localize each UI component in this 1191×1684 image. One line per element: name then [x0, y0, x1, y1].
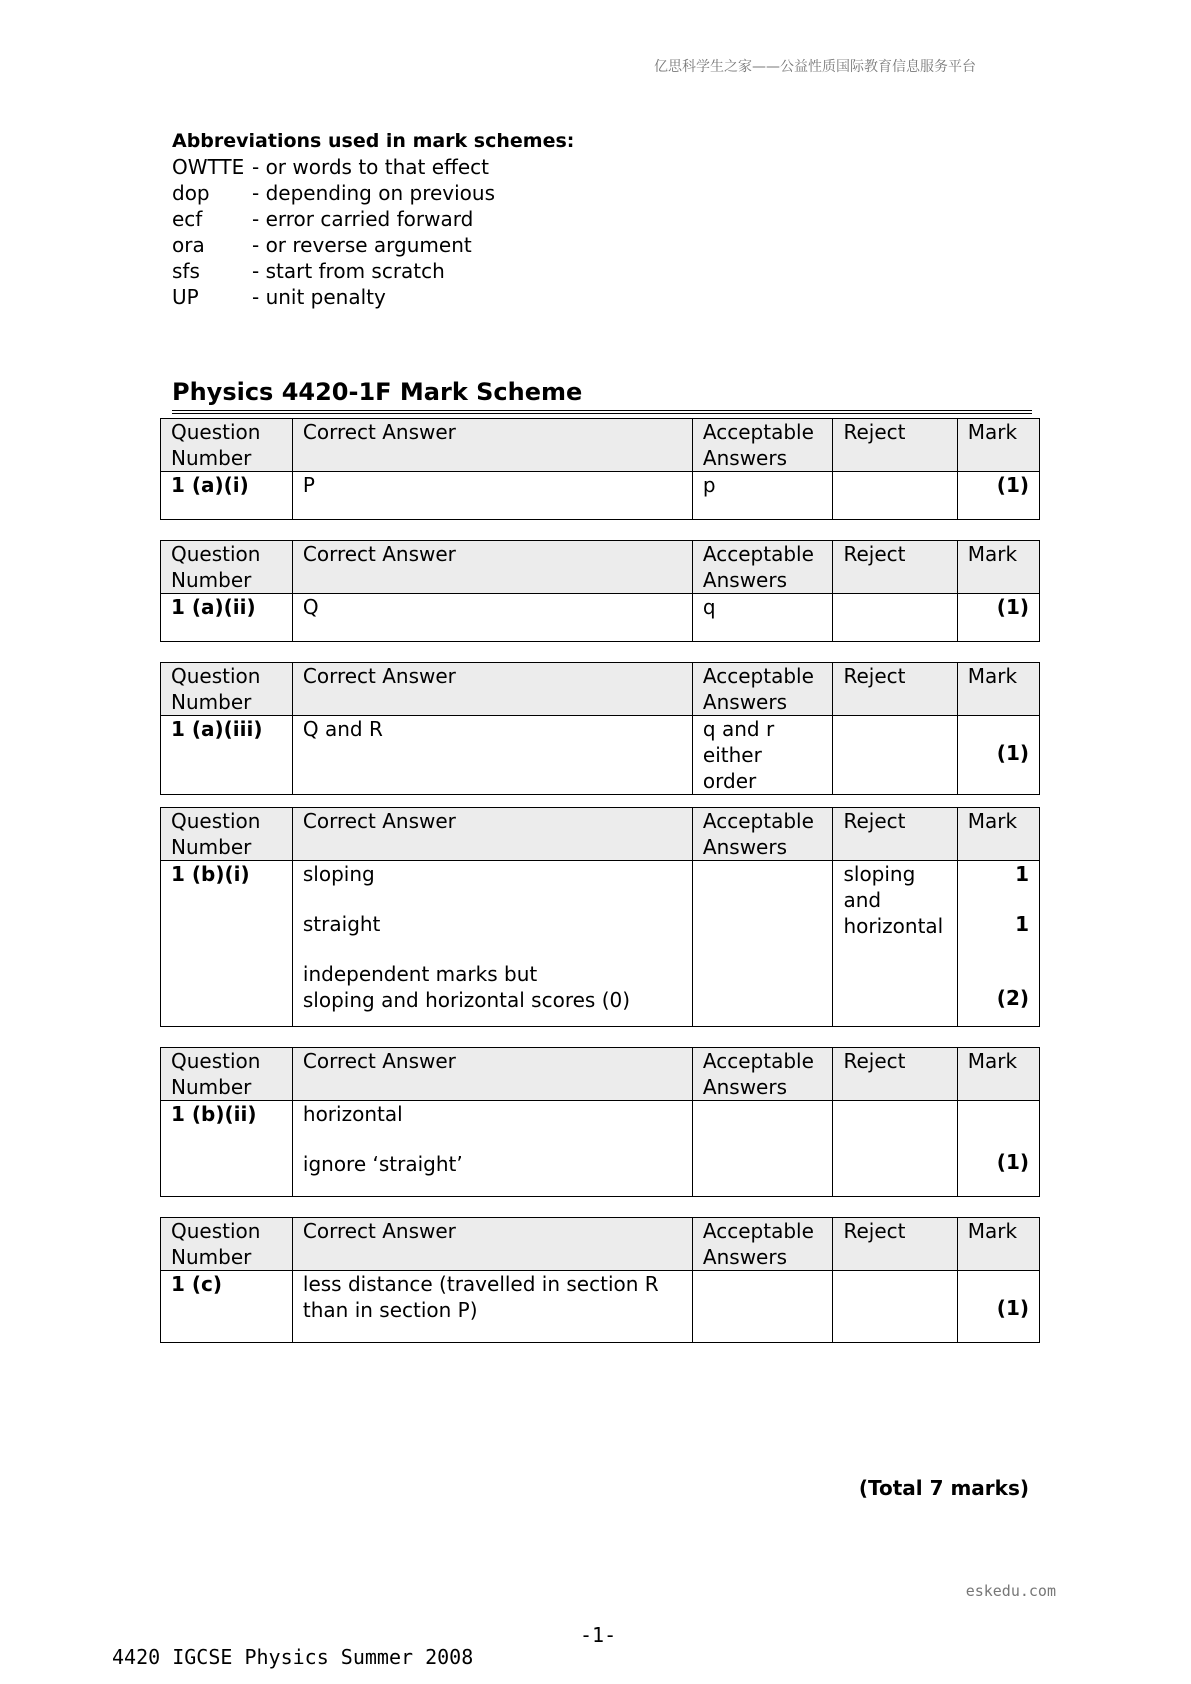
- page-title: Physics 4420-1F Mark Scheme: [172, 378, 1032, 414]
- abbreviation-code: UP: [172, 285, 199, 309]
- header-mark: Mark: [967, 542, 1018, 566]
- abbreviation-meaning: - start from scratch: [252, 259, 445, 283]
- mark-scheme-table: [160, 807, 1040, 1027]
- header-acceptable: Acceptable: [702, 809, 814, 833]
- header-cell: [292, 1048, 692, 1101]
- mark-value: [968, 961, 1029, 985]
- question-number: 1 (a)(i): [171, 473, 249, 497]
- mark-value: (1): [996, 595, 1029, 619]
- header-answers: Answers: [702, 1245, 788, 1269]
- abbreviation-code: sfs: [172, 259, 200, 283]
- header-cell: [833, 1048, 957, 1101]
- correct-answer-cell: [292, 594, 692, 642]
- correct-answer-line: horizontal: [302, 1102, 403, 1126]
- reject-cell: [833, 472, 957, 520]
- table-header-row: [161, 1218, 1040, 1271]
- correct-answer-line: less distance (travelled in section R: [302, 1272, 659, 1296]
- table-row: [161, 861, 1040, 1027]
- abbreviation-meaning: - or reverse argument: [252, 233, 472, 257]
- header-answers: Answers: [702, 690, 788, 714]
- header-mark: Mark: [967, 1049, 1018, 1073]
- header-cell: [292, 663, 692, 716]
- question-number: 1 (a)(iii): [171, 717, 263, 741]
- header-correct-answer: Correct Answer: [302, 809, 456, 833]
- mark-cell: [957, 472, 1039, 520]
- header-acceptable: Acceptable: [702, 420, 814, 444]
- mark-cell: [957, 594, 1039, 642]
- header-mark: Mark: [967, 809, 1018, 833]
- correct-answer-line: ignore ‘straight’: [302, 1152, 463, 1176]
- acceptable-answers-cell: [692, 472, 833, 520]
- acceptable-answer-line: q: [702, 595, 716, 619]
- header-correct-answer: Correct Answer: [302, 1219, 456, 1243]
- header-cell: [957, 419, 1039, 472]
- mark-value: [968, 1125, 1029, 1149]
- header-correct-answer: Correct Answer: [302, 420, 456, 444]
- correct-answer-line: [303, 937, 682, 961]
- acceptable-answers-cell: [692, 716, 833, 795]
- header-cell: [957, 808, 1039, 861]
- header-number: Number: [171, 690, 252, 714]
- header-cell: [957, 663, 1039, 716]
- header-cell: [161, 1218, 293, 1271]
- page-number: -1-: [580, 1623, 617, 1647]
- mark-cell: [957, 1271, 1039, 1343]
- correct-answer-cell: [292, 1271, 692, 1343]
- abbreviation-code: ora: [172, 233, 205, 257]
- header-cell: [833, 1218, 957, 1271]
- mark-value: [968, 1101, 1029, 1125]
- question-number: 1 (c): [171, 1272, 223, 1296]
- question-number-cell: [161, 1101, 293, 1197]
- header-number: Number: [171, 1245, 252, 1269]
- table-header-row: [161, 541, 1040, 594]
- correct-answer-line: Q and R: [302, 717, 383, 741]
- table-row: [161, 594, 1040, 642]
- header-cell: [692, 808, 833, 861]
- question-number-cell: [161, 716, 293, 795]
- abbreviation-row: [172, 284, 574, 310]
- footer-text: 4420 IGCSE Physics Summer 2008: [112, 1645, 474, 1669]
- header-cell: [161, 1048, 293, 1101]
- correct-answer-cell: [292, 472, 692, 520]
- header-acceptable: Acceptable: [702, 664, 814, 688]
- table-header-row: [161, 419, 1040, 472]
- header-cell: [292, 419, 692, 472]
- abbreviation-code: dop: [172, 181, 210, 205]
- abbreviation-row: [172, 258, 574, 284]
- correct-answer-line: than in section P): [302, 1298, 478, 1322]
- header-cell: [692, 419, 833, 472]
- correct-answer-line: independent marks but: [302, 962, 538, 986]
- mark-value: (1): [996, 1150, 1029, 1174]
- header-correct-answer: Correct Answer: [302, 664, 456, 688]
- acceptable-answer-line: either: [702, 743, 762, 767]
- abbreviation-row: [172, 180, 574, 206]
- abbreviation-meaning: - or words to that effect: [252, 155, 489, 179]
- mark-scheme-table: [160, 1047, 1040, 1197]
- reject-cell: [833, 1271, 957, 1343]
- mark-cell: [957, 1101, 1039, 1197]
- correct-answer-cell: [292, 861, 692, 1027]
- acceptable-answers-cell: [692, 594, 833, 642]
- header-answers: Answers: [702, 1075, 788, 1099]
- abbreviations-title: Abbreviations used in mark schemes:: [172, 130, 575, 152]
- header-cell: [833, 808, 957, 861]
- mark-value: (1): [996, 741, 1029, 765]
- correct-answer-line: [303, 887, 682, 911]
- question-number-cell: [161, 472, 293, 520]
- correct-answer-line: straight: [302, 912, 381, 936]
- mark-value: (1): [996, 473, 1029, 497]
- acceptable-answers-cell: [692, 861, 833, 1027]
- abbreviation-row: [172, 154, 574, 180]
- mark-cell: [957, 861, 1039, 1027]
- mark-scheme-table: [160, 1217, 1040, 1343]
- header-mark: Mark: [967, 420, 1018, 444]
- header-answers: Answers: [702, 446, 788, 470]
- header-answers: Answers: [702, 568, 788, 592]
- header-cell: [957, 541, 1039, 594]
- header-acceptable: Acceptable: [702, 1049, 814, 1073]
- correct-answer-cell: [292, 716, 692, 795]
- correct-answer-line: sloping: [302, 862, 375, 886]
- acceptable-answers-cell: [692, 1271, 833, 1343]
- header-cell: [161, 419, 293, 472]
- header-question: Question: [171, 809, 261, 833]
- abbreviations-list: [172, 154, 574, 310]
- header-cell: [957, 1218, 1039, 1271]
- header-acceptable: Acceptable: [702, 1219, 814, 1243]
- acceptable-answer-line: q and r: [702, 717, 775, 741]
- header-question: Question: [171, 1049, 261, 1073]
- question-number: 1 (a)(ii): [171, 595, 256, 619]
- header-question: Question: [171, 542, 261, 566]
- reject-line: and: [843, 888, 882, 912]
- question-number: 1 (b)(ii): [171, 1102, 257, 1126]
- header-cell: [292, 541, 692, 594]
- table-header-row: [161, 1048, 1040, 1101]
- header-cell: [957, 1048, 1039, 1101]
- header-reject: Reject: [843, 542, 906, 566]
- header-reject: Reject: [843, 664, 906, 688]
- header-cell: [292, 1218, 692, 1271]
- table-row: [161, 716, 1040, 795]
- correct-answer-line: Q: [302, 595, 319, 619]
- reject-cell: [833, 1101, 957, 1197]
- table-header-row: [161, 663, 1040, 716]
- table-row: [161, 1271, 1040, 1343]
- header-number: Number: [171, 1075, 252, 1099]
- header-question: Question: [171, 664, 261, 688]
- acceptable-answer-line: order: [702, 769, 757, 793]
- reject-line: horizontal: [843, 914, 944, 938]
- header-number: Number: [171, 568, 252, 592]
- header-reject: Reject: [843, 809, 906, 833]
- header-cell: [161, 663, 293, 716]
- header-question: Question: [171, 1219, 261, 1243]
- header-correct-answer: Correct Answer: [302, 542, 456, 566]
- abbreviation-meaning: - error carried forward: [252, 207, 474, 231]
- abbreviation-code: ecf: [172, 207, 203, 231]
- header-question: Question: [171, 420, 261, 444]
- abbreviation-code: OWTTE: [172, 155, 245, 179]
- table-row: [161, 472, 1040, 520]
- mark-value: [968, 716, 1029, 740]
- header-cell: [692, 663, 833, 716]
- question-number: 1 (b)(i): [171, 862, 250, 886]
- header-acceptable: Acceptable: [702, 542, 814, 566]
- header-mark: Mark: [967, 664, 1018, 688]
- header-number: Number: [171, 446, 252, 470]
- header-cell: [833, 663, 957, 716]
- abbreviations-block: [172, 128, 574, 310]
- mark-scheme-table: [160, 418, 1040, 520]
- mark-value: 1: [1015, 862, 1029, 886]
- table-row: [161, 1101, 1040, 1197]
- header-correct-answer: Correct Answer: [302, 1049, 456, 1073]
- total-marks: (Total 7 marks): [858, 1476, 1029, 1500]
- header-number: Number: [171, 835, 252, 859]
- header-cell: [833, 419, 957, 472]
- mark-value: [968, 887, 1029, 911]
- question-number-cell: [161, 861, 293, 1027]
- question-number-cell: [161, 1271, 293, 1343]
- reject-cell: [833, 861, 957, 1027]
- header-cell: [292, 808, 692, 861]
- correct-answer-cell: [292, 1101, 692, 1197]
- mark-cell: [957, 716, 1039, 795]
- header-answers: Answers: [702, 835, 788, 859]
- table-header-row: [161, 808, 1040, 861]
- header-cell: [692, 1218, 833, 1271]
- mark-value: (2): [996, 986, 1029, 1010]
- header-cell: [161, 808, 293, 861]
- mark-scheme-table: [160, 662, 1040, 795]
- site-watermark: eskedu.com: [965, 1582, 1056, 1600]
- mark-value: (1): [996, 1296, 1029, 1320]
- question-number-cell: [161, 594, 293, 642]
- abbreviation-meaning: - unit penalty: [252, 285, 386, 309]
- abbreviation-meaning: - depending on previous: [252, 181, 496, 205]
- mark-value: 1: [1015, 912, 1029, 936]
- header-cell: [161, 541, 293, 594]
- header-note: 亿思科学生之家——公益性质国际教育信息服务平台: [654, 59, 976, 75]
- header-reject: Reject: [843, 1049, 906, 1073]
- reject-cell: [833, 594, 957, 642]
- mark-value: [968, 1271, 1029, 1295]
- acceptable-answer-line: p: [702, 473, 716, 497]
- abbreviation-row: [172, 206, 574, 232]
- correct-answer-line: [303, 1127, 682, 1151]
- header-cell: [692, 541, 833, 594]
- header-reject: Reject: [843, 1219, 906, 1243]
- header-reject: Reject: [843, 420, 906, 444]
- header-cell: [692, 1048, 833, 1101]
- correct-answer-line: sloping and horizontal scores (0): [302, 988, 631, 1012]
- abbreviation-row: [172, 232, 574, 258]
- correct-answer-line: P: [302, 473, 315, 497]
- mark-scheme-table: [160, 540, 1040, 642]
- mark-value: [968, 937, 1029, 961]
- reject-cell: [833, 716, 957, 795]
- reject-line: sloping: [843, 862, 916, 886]
- header-cell: [833, 541, 957, 594]
- header-mark: Mark: [967, 1219, 1018, 1243]
- acceptable-answers-cell: [692, 1101, 833, 1197]
